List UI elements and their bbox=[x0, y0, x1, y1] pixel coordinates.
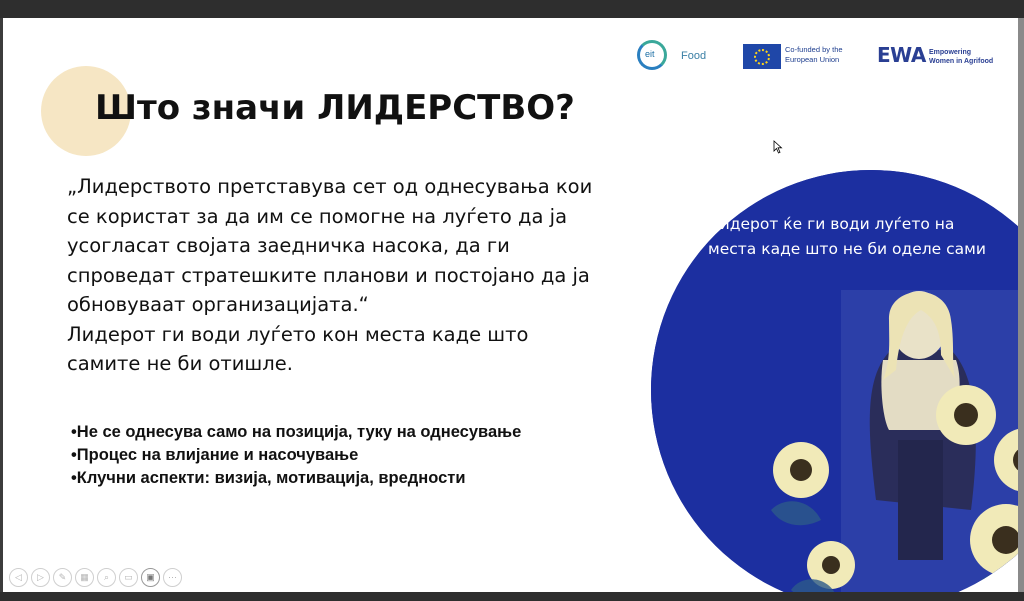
ewa-logo: EWA bbox=[877, 43, 926, 67]
quote-line: спроведат стратешките планови и постојано да ја bbox=[67, 263, 590, 287]
zoom-icon[interactable]: ⌕ bbox=[97, 568, 116, 587]
list-item: •Процес на влијание и насочување bbox=[71, 446, 359, 464]
eu-cofunded-text: Co-funded by the European Union bbox=[785, 45, 843, 64]
quote-line: самите не би отишле. bbox=[67, 352, 293, 375]
pen-icon[interactable]: ✎ bbox=[53, 568, 72, 587]
presentation-slide bbox=[3, 18, 1018, 592]
leadership-definition bbox=[67, 172, 667, 379]
ewa-tagline: Empowering Women in Agrifood bbox=[929, 49, 994, 65]
quote-line: усогласат својата заедничка насока, да ги bbox=[67, 234, 510, 257]
camera-icon[interactable]: ▣ bbox=[141, 568, 160, 587]
eu-flag-icon bbox=[743, 44, 781, 69]
quote-line: Лидерот ги води луѓето кон места каде што bbox=[67, 322, 529, 346]
window-right-edge bbox=[1018, 18, 1024, 592]
slides-icon[interactable]: ▦ bbox=[75, 568, 94, 587]
slideshow-toolbar bbox=[9, 568, 182, 587]
circle-caption: Лидерот ќе ги води луѓето на места каде што не би оделе сами bbox=[708, 215, 986, 258]
eit-logo-text: eit bbox=[645, 49, 655, 59]
quote-line: „Лидерството претставува сет од однесувања кои bbox=[67, 175, 593, 198]
eit-food-logo bbox=[637, 40, 727, 76]
quote-line: обновуваат организацијата.“ bbox=[67, 293, 369, 316]
food-logo-text: Food bbox=[681, 50, 707, 62]
mouse-cursor-icon bbox=[773, 140, 783, 154]
partner-logos bbox=[633, 40, 1013, 80]
window-top-bar bbox=[0, 0, 1024, 18]
next-icon[interactable]: ▷ bbox=[31, 568, 50, 587]
window-bottom-bar bbox=[0, 592, 1024, 601]
previous-icon[interactable]: ◁ bbox=[9, 568, 28, 587]
slide-title: Што значи ЛИДЕРСТВО? bbox=[95, 88, 575, 128]
more-icon[interactable]: ⋯ bbox=[163, 568, 182, 587]
list-item: •Клучни аспекти: визија, мотивација, вредности bbox=[71, 469, 466, 487]
list-item: •Не се однесува само на позиција, туку на однесување bbox=[71, 423, 522, 441]
key-points-list bbox=[71, 421, 521, 490]
quote-line: се користат за да им се помогне на луѓето да ја bbox=[67, 204, 568, 228]
subtitles-icon[interactable]: ▭ bbox=[119, 568, 138, 587]
